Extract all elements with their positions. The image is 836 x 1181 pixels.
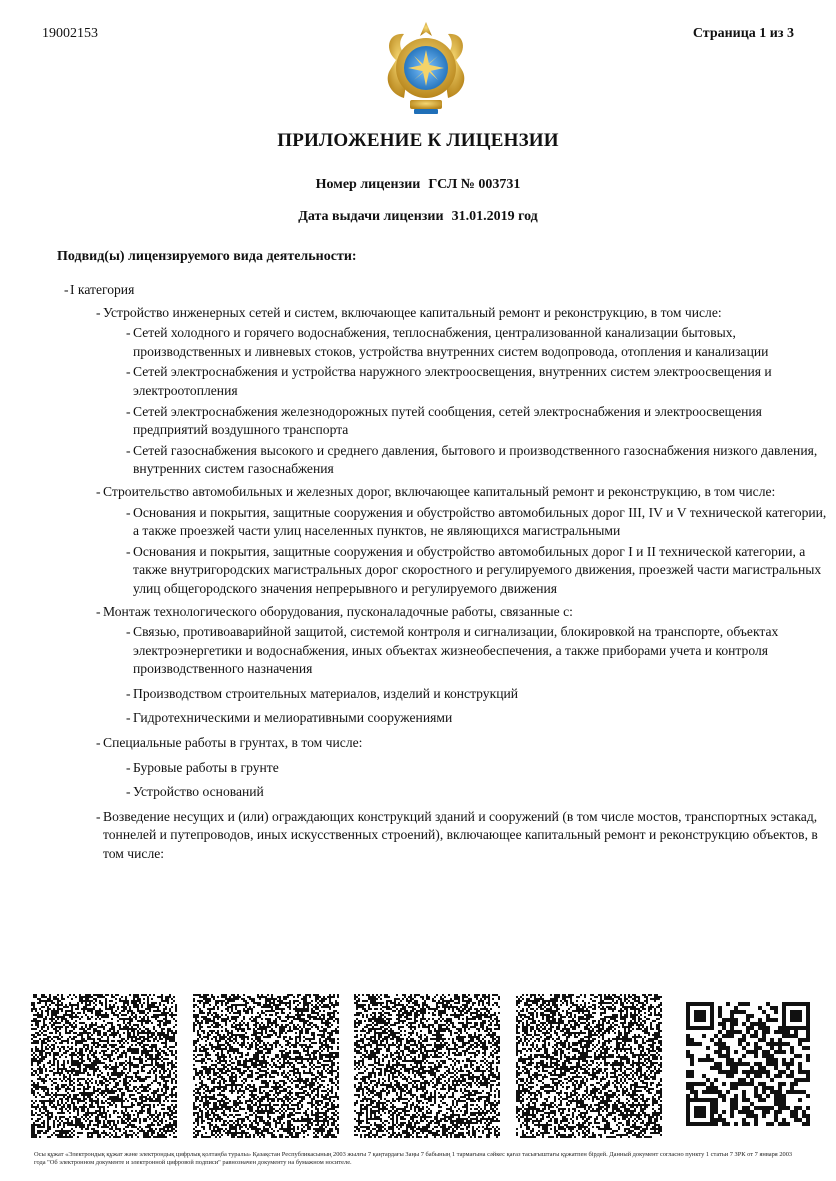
group-item: - Специальные работы в грунтах, в том числе: — [96, 735, 363, 751]
activity-tree — [0, 281, 836, 864]
license-number-value: ГСЛ № 003731 — [428, 177, 521, 192]
document-id: 19002153 — [42, 26, 98, 41]
document-title: ПРИЛОЖЕНИЕ К ЛИЦЕНЗИИ — [277, 130, 559, 151]
digital-signature-barcode-icon — [354, 994, 500, 1138]
license-number-line — [0, 177, 836, 193]
subitem: - Основания и покрытия, защитные сооружения и обустройство автомобильных дорог I и II технической категории, а также внутригородских магистральных дорог скоростного и регулируемого движения, проезжей части магистральных улиц общегородского значения непрерывного и регулируемого движения — [126, 543, 822, 596]
subitem: - Основания и покрытия, защитные сооружения и обустройство автомобильных дорог III, IV и V технической категории, а также проезжей части улиц населенных пунктов, не являющихся магистральными — [126, 504, 827, 539]
page-number: Страница 1 из 3 — [692, 26, 794, 41]
group-item: - Устройство инженерных сетей и систем, включающее капитальный ремонт и реконструкцию, в том числе: — [96, 304, 722, 320]
digital-signature-barcode-icon — [516, 994, 662, 1138]
subitem: - Гидротехническими и мелиоративными сооружениями — [126, 710, 453, 726]
subitem: - Связью, противоаварийной защитой, системой контроля и сигнализации, блокировкой на транспорте, объектах электроэнергетики и водоснабжения, иных объектах жизнеобеспечения, а также приборами учета и контроля производственного назначения — [126, 624, 779, 677]
group-item: - Монтаж технологического оборудования, пусконаладочные работы, связанные с: — [96, 603, 573, 619]
group-item: - Возведение несущих и (или) ограждающих конструкций зданий и сооружений (в том числе мостов, транспортных эстакад, тоннелей и путепроводов, иных искусственных строений), включающее капитальный ремонт и реконструкцию объектов, в том числе: — [96, 808, 818, 862]
license-date-value: 31.01.2019 год — [451, 209, 538, 224]
subitem: - Сетей газоснабжения высокого и среднего давления, бытового и производственного газоснабжения низкого давления, внутренних систем газоснабжения — [126, 442, 818, 477]
subitem: - Устройство оснований — [126, 784, 264, 800]
subitem: - Сетей электроснабжения железнодорожных путей сообщения, сетей электроснабжения и электроосвещения предприятий воздушного транспорта — [126, 403, 762, 438]
license-date-line — [0, 209, 836, 225]
group-item: - Строительство автомобильных и железных дорог, включающее капитальный ремонт и реконструкцию, в том числе: — [96, 483, 776, 499]
license-number-label: Номер лицензии — [315, 177, 421, 192]
digital-signature-barcode-icon — [31, 994, 177, 1138]
section-heading: Подвид(ы) лицензируемого вида деятельности: — [57, 249, 357, 264]
license-date-label: Дата выдачи лицензии — [298, 209, 444, 224]
subitem: - Производством строительных материалов, изделий и конструкций — [126, 685, 519, 701]
subitem: - Сетей холодного и горячего водоснабжения, теплоснабжения, централизованной канализации бытовых, производственных и ливневых стоков, устройства внутренних систем водопровода, отопления и канализации — [126, 325, 769, 359]
digital-signature-barcode-icon — [193, 994, 339, 1138]
signature-codes — [0, 994, 836, 1144]
subitem: - Буровые работы в грунте — [126, 759, 279, 775]
category-item: - I категория — [64, 282, 135, 297]
subitem: - Сетей электроснабжения и устройства наружного электроосвещения, внутренних систем электроосвещения и электроотопления — [126, 364, 772, 398]
state-emblem-icon — [382, 20, 470, 116]
qr-code-icon — [686, 1002, 810, 1126]
legal-footer: Осы құжат «Электрондық құжат және электрондық цифрлық қолтаңба туралы» Қазақстан Республикасының 2003 жылғы 7 қаңтардағы Заңы 7 бабының 1 тармағына сәйкес қағаз тасығыштағы құжатпен бірдей. Данный документ согласно пункту 1 статьи 7 ЗРК от 7 января 2003 года "Об электронном документе и электронной цифровой подписи" равнозначен документу на бумажном носителе. — [34, 1151, 793, 1166]
